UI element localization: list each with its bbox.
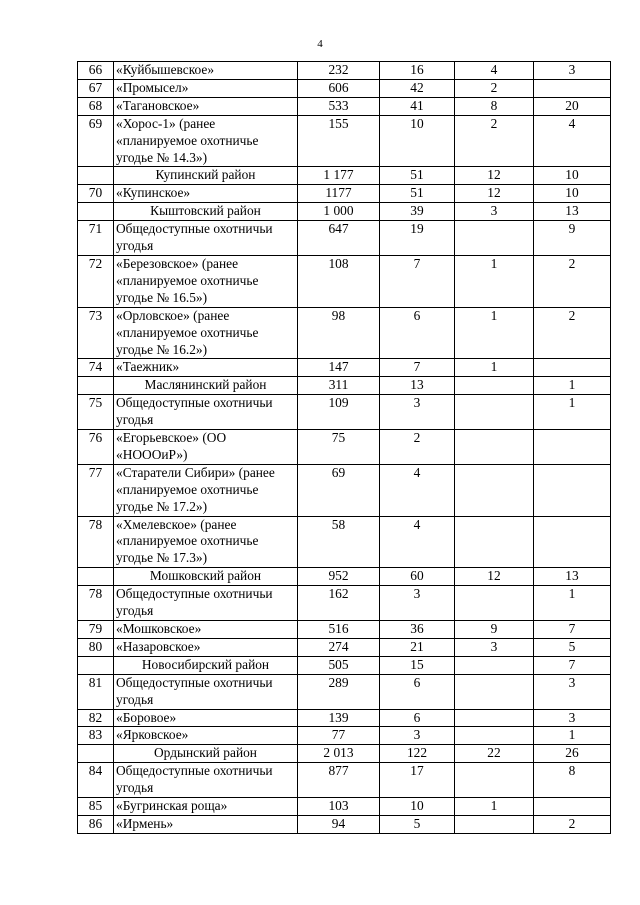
table-row (78, 674, 611, 709)
value-col-2-cell: 51 (380, 167, 455, 185)
table-row (78, 115, 611, 167)
value-col-1-cell: 75 (298, 430, 380, 465)
value-col-2-cell: 41 (380, 97, 455, 115)
table-body (78, 62, 611, 834)
value-col-3-cell: 1 (455, 359, 534, 377)
value-col-4-cell: 9 (534, 221, 611, 256)
row-number-cell: 79 (78, 621, 114, 639)
value-col-4-cell: 1 (534, 395, 611, 430)
value-col-4-cell: 26 (534, 745, 611, 763)
ground-name-cell: «Ярковское» (114, 727, 298, 745)
value-col-4-cell (534, 359, 611, 377)
row-number-cell: 85 (78, 798, 114, 816)
ground-name-cell: «Хмелевское» (ранее «планируемое охотничье угодье № 17.3») (114, 516, 298, 568)
ground-name-cell: «Старатели Сибири» (ранее «планируемое охотничье угодье № 17.2») (114, 464, 298, 516)
district-row (78, 203, 611, 221)
value-col-3-cell (455, 464, 534, 516)
value-col-2-cell: 60 (380, 568, 455, 586)
ground-name-cell: «Ирмень» (114, 815, 298, 833)
row-number-cell: 69 (78, 115, 114, 167)
value-col-4-cell: 8 (534, 763, 611, 798)
value-col-2-cell: 51 (380, 185, 455, 203)
value-col-4-cell: 1 (534, 586, 611, 621)
ground-name-cell: «Бугринская роща» (114, 798, 298, 816)
value-col-1-cell: 274 (298, 638, 380, 656)
value-col-2-cell: 2 (380, 430, 455, 465)
table-row (78, 815, 611, 833)
ground-name-cell: «Орловское» (ранее «планируемое охотничье угодье № 16.2») (114, 307, 298, 359)
value-col-3-cell: 8 (455, 97, 534, 115)
value-col-3-cell: 9 (455, 621, 534, 639)
value-col-2-cell: 13 (380, 377, 455, 395)
value-col-4-cell (534, 464, 611, 516)
value-col-3-cell: 12 (455, 185, 534, 203)
value-col-3-cell: 12 (455, 167, 534, 185)
table-row (78, 359, 611, 377)
district-row (78, 656, 611, 674)
value-col-1-cell: 77 (298, 727, 380, 745)
value-col-1-cell: 311 (298, 377, 380, 395)
table-row (78, 430, 611, 465)
value-col-3-cell: 2 (455, 79, 534, 97)
ground-name-cell: «Назаровское» (114, 638, 298, 656)
value-col-3-cell: 1 (455, 255, 534, 307)
table-row (78, 727, 611, 745)
row-number-cell: 81 (78, 674, 114, 709)
ground-name-cell: Кыштовский район (114, 203, 298, 221)
value-col-1-cell: 1177 (298, 185, 380, 203)
table-row (78, 97, 611, 115)
ground-name-cell: Общедоступные охотничьи угодья (114, 395, 298, 430)
row-number-cell: 83 (78, 727, 114, 745)
row-number-cell: 71 (78, 221, 114, 256)
value-col-1-cell: 108 (298, 255, 380, 307)
value-col-4-cell: 20 (534, 97, 611, 115)
value-col-1-cell: 69 (298, 464, 380, 516)
value-col-4-cell (534, 79, 611, 97)
row-number-cell: 76 (78, 430, 114, 465)
ground-name-cell: Общедоступные охотничьи угодья (114, 763, 298, 798)
table-row (78, 62, 611, 80)
value-col-1-cell: 58 (298, 516, 380, 568)
value-col-3-cell: 4 (455, 62, 534, 80)
row-number-cell: 68 (78, 97, 114, 115)
value-col-2-cell: 6 (380, 674, 455, 709)
ground-name-cell: Мошковский район (114, 568, 298, 586)
row-number-cell: 67 (78, 79, 114, 97)
table-row (78, 709, 611, 727)
value-col-1-cell: 647 (298, 221, 380, 256)
value-col-4-cell: 13 (534, 568, 611, 586)
value-col-4-cell: 3 (534, 674, 611, 709)
value-col-4-cell (534, 798, 611, 816)
value-col-4-cell: 10 (534, 167, 611, 185)
value-col-1-cell: 155 (298, 115, 380, 167)
row-number-cell: 74 (78, 359, 114, 377)
row-number-cell (78, 203, 114, 221)
row-number-cell (78, 745, 114, 763)
value-col-2-cell: 21 (380, 638, 455, 656)
value-col-1-cell: 533 (298, 97, 380, 115)
district-row (78, 745, 611, 763)
row-number-cell: 80 (78, 638, 114, 656)
row-number-cell (78, 568, 114, 586)
ground-name-cell: Маслянинский район (114, 377, 298, 395)
value-col-3-cell: 12 (455, 568, 534, 586)
value-col-3-cell (455, 395, 534, 430)
value-col-1-cell: 103 (298, 798, 380, 816)
value-col-1-cell: 952 (298, 568, 380, 586)
value-col-2-cell: 10 (380, 798, 455, 816)
value-col-3-cell (455, 656, 534, 674)
value-col-3-cell (455, 763, 534, 798)
value-col-1-cell: 1 177 (298, 167, 380, 185)
ground-name-cell: Общедоступные охотничьи угодья (114, 586, 298, 621)
value-col-3-cell (455, 586, 534, 621)
table-row (78, 185, 611, 203)
ground-name-cell: Ордынский район (114, 745, 298, 763)
row-number-cell: 82 (78, 709, 114, 727)
table-row (78, 798, 611, 816)
value-col-3-cell (455, 815, 534, 833)
value-col-1-cell: 2 013 (298, 745, 380, 763)
value-col-2-cell: 6 (380, 709, 455, 727)
row-number-cell (78, 167, 114, 185)
row-number-cell: 72 (78, 255, 114, 307)
value-col-2-cell: 5 (380, 815, 455, 833)
value-col-1-cell: 232 (298, 62, 380, 80)
ground-name-cell: «Тагановское» (114, 97, 298, 115)
value-col-3-cell: 22 (455, 745, 534, 763)
ground-name-cell: «Егорьевское» (ОО «НОООиР») (114, 430, 298, 465)
value-col-4-cell: 2 (534, 255, 611, 307)
ground-name-cell: «Хорос-1» (ранее «планируемое охотничье угодье № 14.3») (114, 115, 298, 167)
value-col-3-cell: 3 (455, 638, 534, 656)
value-col-1-cell: 877 (298, 763, 380, 798)
value-col-1-cell: 505 (298, 656, 380, 674)
value-col-3-cell: 1 (455, 307, 534, 359)
ground-name-cell: Общедоступные охотничьи угодья (114, 674, 298, 709)
value-col-2-cell: 16 (380, 62, 455, 80)
value-col-4-cell: 1 (534, 377, 611, 395)
value-col-2-cell: 7 (380, 255, 455, 307)
value-col-4-cell: 7 (534, 656, 611, 674)
district-row (78, 167, 611, 185)
table-row (78, 586, 611, 621)
row-number-cell: 70 (78, 185, 114, 203)
value-col-4-cell: 4 (534, 115, 611, 167)
value-col-1-cell: 109 (298, 395, 380, 430)
value-col-3-cell: 1 (455, 798, 534, 816)
table-row (78, 395, 611, 430)
value-col-2-cell: 10 (380, 115, 455, 167)
value-col-2-cell: 15 (380, 656, 455, 674)
value-col-4-cell: 5 (534, 638, 611, 656)
value-col-1-cell: 289 (298, 674, 380, 709)
table-row (78, 516, 611, 568)
table-row (78, 621, 611, 639)
value-col-1-cell: 98 (298, 307, 380, 359)
value-col-3-cell: 3 (455, 203, 534, 221)
value-col-3-cell (455, 430, 534, 465)
table-row (78, 221, 611, 256)
value-col-4-cell: 2 (534, 307, 611, 359)
row-number-cell: 86 (78, 815, 114, 833)
value-col-4-cell: 2 (534, 815, 611, 833)
value-col-3-cell (455, 709, 534, 727)
value-col-4-cell: 3 (534, 709, 611, 727)
value-col-2-cell: 19 (380, 221, 455, 256)
value-col-2-cell: 17 (380, 763, 455, 798)
value-col-2-cell: 39 (380, 203, 455, 221)
value-col-1-cell: 139 (298, 709, 380, 727)
value-col-1-cell: 162 (298, 586, 380, 621)
ground-name-cell: Купинский район (114, 167, 298, 185)
value-col-4-cell (534, 430, 611, 465)
value-col-2-cell: 3 (380, 395, 455, 430)
ground-name-cell: «Мошковское» (114, 621, 298, 639)
row-number-cell: 73 (78, 307, 114, 359)
table-row (78, 255, 611, 307)
table-row (78, 464, 611, 516)
district-row (78, 568, 611, 586)
value-col-4-cell: 1 (534, 727, 611, 745)
row-number-cell: 78 (78, 516, 114, 568)
value-col-3-cell (455, 516, 534, 568)
row-number-cell: 66 (78, 62, 114, 80)
value-col-2-cell: 122 (380, 745, 455, 763)
value-col-2-cell: 3 (380, 586, 455, 621)
ground-name-cell: Общедоступные охотничьи угодья (114, 221, 298, 256)
hunting-grounds-table (77, 61, 611, 834)
value-col-3-cell (455, 727, 534, 745)
row-number-cell (78, 656, 114, 674)
table-row (78, 763, 611, 798)
value-col-1-cell: 147 (298, 359, 380, 377)
table-row (78, 79, 611, 97)
value-col-3-cell: 2 (455, 115, 534, 167)
ground-name-cell: «Боровое» (114, 709, 298, 727)
value-col-4-cell (534, 516, 611, 568)
value-col-3-cell (455, 674, 534, 709)
page-number: 4 (317, 38, 323, 50)
row-number-cell: 77 (78, 464, 114, 516)
value-col-2-cell: 36 (380, 621, 455, 639)
row-number-cell (78, 377, 114, 395)
value-col-1-cell: 94 (298, 815, 380, 833)
value-col-3-cell (455, 377, 534, 395)
value-col-4-cell: 3 (534, 62, 611, 80)
value-col-2-cell: 4 (380, 516, 455, 568)
value-col-2-cell: 7 (380, 359, 455, 377)
value-col-1-cell: 1 000 (298, 203, 380, 221)
value-col-4-cell: 10 (534, 185, 611, 203)
ground-name-cell: «Таежник» (114, 359, 298, 377)
row-number-cell: 78 (78, 586, 114, 621)
value-col-2-cell: 3 (380, 727, 455, 745)
value-col-3-cell (455, 221, 534, 256)
district-row (78, 377, 611, 395)
value-col-2-cell: 42 (380, 79, 455, 97)
value-col-4-cell: 7 (534, 621, 611, 639)
row-number-cell: 84 (78, 763, 114, 798)
value-col-1-cell: 606 (298, 79, 380, 97)
ground-name-cell: «Куйбышевское» (114, 62, 298, 80)
value-col-1-cell: 516 (298, 621, 380, 639)
row-number-cell: 75 (78, 395, 114, 430)
table-row (78, 638, 611, 656)
table-row (78, 307, 611, 359)
value-col-4-cell: 13 (534, 203, 611, 221)
value-col-2-cell: 4 (380, 464, 455, 516)
value-col-2-cell: 6 (380, 307, 455, 359)
ground-name-cell: «Купинское» (114, 185, 298, 203)
ground-name-cell: «Промысел» (114, 79, 298, 97)
ground-name-cell: Новосибирский район (114, 656, 298, 674)
ground-name-cell: «Березовское» (ранее «планируемое охотничье угодье № 16.5») (114, 255, 298, 307)
